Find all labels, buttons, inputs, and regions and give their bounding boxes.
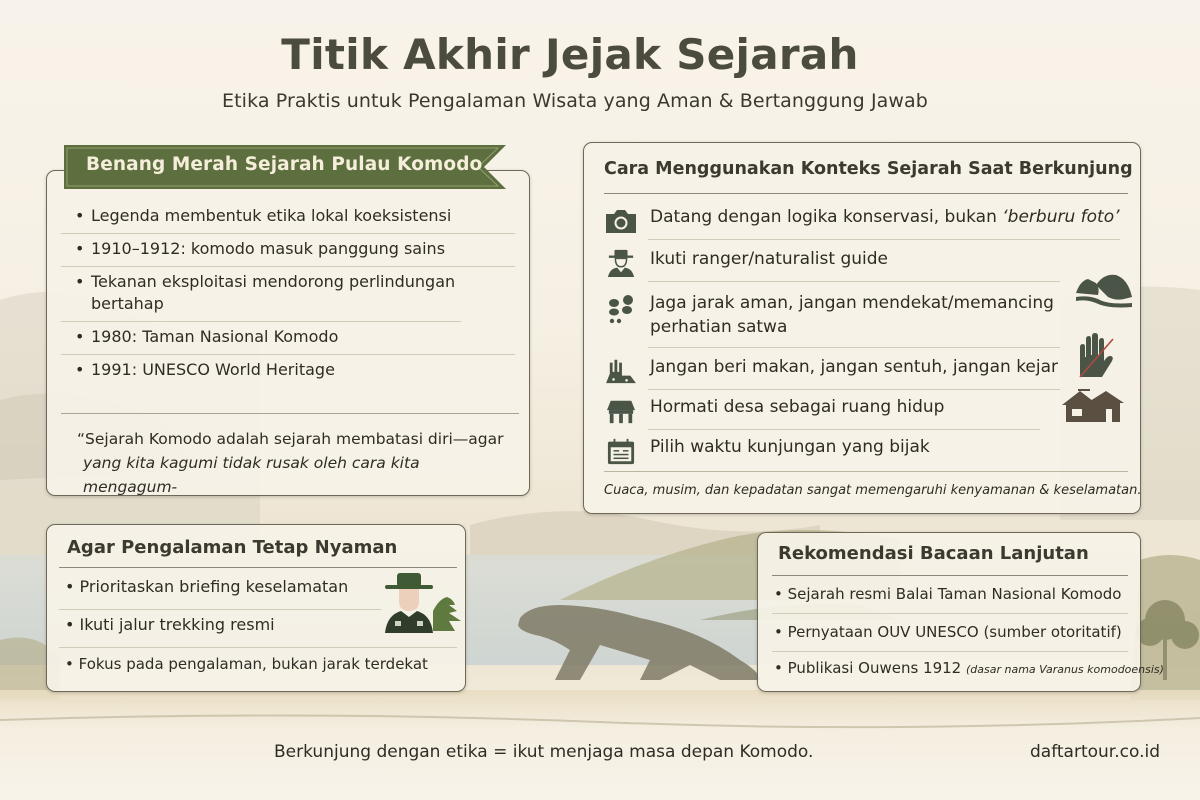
- reading-title: Rekomendasi Bacaan Lanjutan: [778, 543, 1089, 564]
- comfort-panel: [46, 524, 466, 692]
- history-item: • Tekanan eksploitasi mendorong perlindungan bertahap: [61, 267, 461, 322]
- divider: [59, 609, 381, 610]
- divider: [59, 567, 457, 568]
- tips-title: Cara Menggunakan Konteks Sejarah Saat Berkunjung: [604, 159, 1133, 179]
- houses-icon: [1060, 389, 1126, 423]
- divider: [59, 647, 457, 648]
- camera-icon: [604, 207, 638, 235]
- no-touch-hand-icon: [1076, 333, 1116, 379]
- tip-text-line2: perhatian satwa: [650, 317, 788, 337]
- divider: [772, 575, 1128, 576]
- divider: [61, 413, 519, 414]
- divider: [648, 429, 1040, 430]
- divider: [772, 613, 1128, 614]
- tip-text: Datang dengan logika konservasi, bukan: [650, 207, 1003, 227]
- tip-text: Jaga jarak aman, jangan mendekat/memancing: [650, 293, 1054, 313]
- footer-site: daftartour.co.id: [1030, 742, 1161, 762]
- reading-item-note: (dasar nama Varanus komodoensis): [965, 663, 1164, 676]
- ranger-with-komodo-icon: [383, 571, 463, 635]
- reading-item: • Pernyataan OUV UNESCO (sumber otoritatif): [774, 623, 1122, 641]
- tip-text: Hormati desa sebagai ruang hidup: [650, 397, 945, 417]
- history-quote: [77, 427, 515, 499]
- calendar-icon: [604, 437, 638, 465]
- history-item: • Legenda membentuk etika lokal koeksistensi: [61, 201, 515, 234]
- village-hut-icon: [604, 397, 638, 425]
- ranger-icon: [604, 249, 638, 277]
- comfort-title: Agar Pengalaman Tetap Nyaman: [67, 537, 398, 558]
- comfort-item: • Prioritaskan briefing keselamatan: [65, 577, 348, 596]
- tips-panel: [583, 142, 1141, 514]
- tip-text: Ikuti ranger/naturalist guide: [650, 249, 888, 269]
- comfort-item: • Fokus pada pengalaman, bukan jarak terdekat: [65, 655, 428, 673]
- tip-emphasis: ‘berburu foto’: [1002, 207, 1120, 227]
- history-item: • 1991: UNESCO World Heritage: [61, 355, 515, 387]
- quote-line-1: “Sejarah Komodo adalah sejarah membatasi diri—agar: [77, 430, 504, 448]
- divider: [648, 239, 1120, 240]
- tip-text: Pilih waktu kunjungan yang bijak: [650, 437, 930, 457]
- reading-panel: [757, 532, 1164, 692]
- quote-line-2: yang kita kagumi tidak rusak oleh cara kita mengagum-: [83, 454, 420, 496]
- divider: [604, 193, 1128, 194]
- history-panel: [46, 170, 530, 496]
- tips-note: Cuaca, musim, dan kepadatan sangat memengaruhi kenyamanan & keselamatan.: [604, 483, 1142, 498]
- footprints-icon: [604, 293, 638, 327]
- history-item: • 1980: Taman Nasional Komodo: [61, 322, 515, 355]
- divider: [648, 281, 1060, 282]
- no-feeding-icon: [604, 357, 638, 385]
- reading-item: • Publikasi Ouwens 1912 (dasar nama Varanus komodoensis): [774, 659, 1164, 677]
- history-banner: [64, 145, 506, 189]
- footer-tagline: Berkunjung dengan etika = ikut menjaga masa depan Komodo.: [274, 742, 814, 762]
- banner-title: Benang Merah Sejarah Pulau Komodo: [86, 154, 483, 175]
- divider: [604, 471, 1128, 472]
- reading-item: • Sejarah resmi Balai Taman Nasional Komodo: [774, 585, 1122, 603]
- comfort-item: • Ikuti jalur trekking resmi: [65, 615, 275, 634]
- tip-text: Jangan beri makan, jangan sentuh, jangan kejar: [650, 357, 1059, 377]
- history-list: [61, 201, 515, 387]
- divider: [772, 651, 1128, 652]
- hills-icon: [1074, 271, 1134, 309]
- divider: [648, 389, 1060, 390]
- divider: [648, 347, 1060, 348]
- page-subtitle: Etika Praktis untuk Pengalaman Wisata yang Aman & Bertanggung Jawab: [222, 90, 928, 112]
- history-item: • 1910–1912: komodo masuk panggung sains: [61, 234, 515, 267]
- page-title: Titik Akhir Jejak Sejarah: [281, 30, 859, 79]
